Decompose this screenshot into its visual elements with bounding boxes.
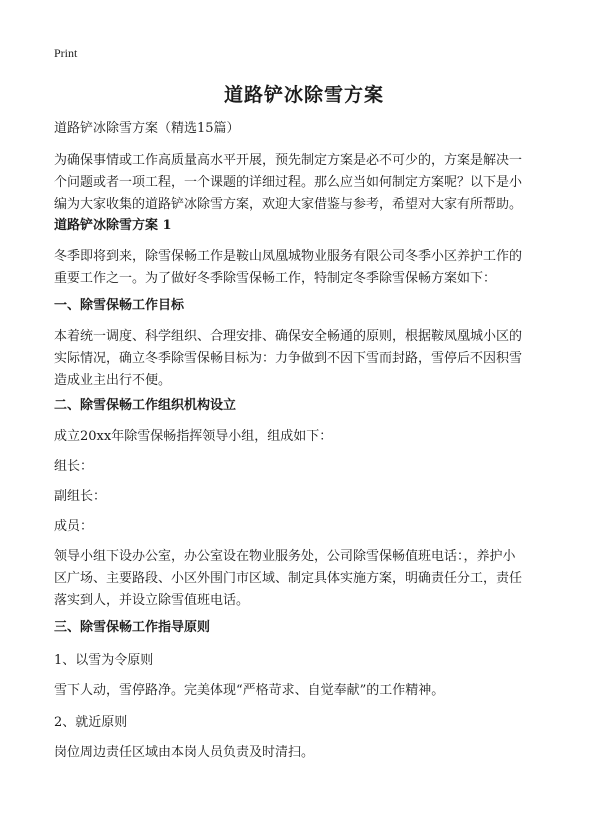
principle-1-text: 雪下人动，雪停路净。完美体现“严格苛求、自觉奉献”的工作精神。 [54,683,445,698]
intro-paragraph [54,150,554,216]
leader-label: 组长： [54,459,94,474]
page-title: 道路铲冰除雪方案 [223,84,384,106]
principle-2-text: 岗位周边责任区域由本岗人员负责及时清扫。 [54,745,315,760]
subtitle: 道路铲冰除雪方案（精选15篇） [54,121,240,136]
office-paragraph [54,546,554,612]
office-line: 区广场、主要路段、小区外围门市区域、制定具体实施方案，明确责任分工，责任 [54,571,523,586]
goal-line: 本着统一调度、科学组织、合理安排、确保安全畅通的原则，根据鞍凤凰城小区的 [54,329,523,344]
intro-line: 编为大家收集的道路铲冰除雪方案，欢迎大家借鉴与参考，希望对大家有所帮助。 [54,197,523,212]
intro-line: 为确保事情或工作高质量高水平开展，预先制定方案是必不可少的，方案是解决一 [54,153,523,168]
goal-heading: 一、除雪保畅工作目标 [54,298,185,313]
goal-line: 实际情况，确立冬季除雪保畅目标为：力争做到不因下雪而封路，雪停后不因积雪 [54,351,523,366]
org-paragraph: 成立20xx年除雪保畅指挥领导小组，组成如下： [54,429,333,444]
section-heading: 道路铲冰除雪方案 1 [54,218,172,233]
print-label[interactable]: Print [54,46,78,60]
intro-line: 个问题或者一项工程，一个课题的详细过程。那么应当如何制定方案呢？以下是小 [54,175,523,190]
goal-line: 造成业主出行不便。 [54,373,172,388]
section1-paragraph [54,246,554,290]
vice-leader-label: 副组长： [54,489,107,504]
goal-paragraph [54,326,554,392]
section1-line: 冬季即将到来，除雪保畅工作是鞍山凤凰城物业服务有限公司冬季小区养护工作的 [54,249,523,264]
office-line: 领导小组下设办公室，办公室设在物业服务处，公司除雪保畅值班电话：，养护小 [54,549,516,564]
office-line: 落实到人，并设立除雪值班电话。 [54,593,250,608]
org-heading: 二、除雪保畅工作组织机构设立 [54,398,237,413]
members-label: 成员： [54,519,94,534]
principle-1-title: 1、以雪为令原则 [54,653,154,668]
principle-2-title: 2、就近原则 [54,715,128,730]
principle-heading: 三、除雪保畅工作指导原则 [54,620,211,635]
section1-line: 重要工作之一。为了做好冬季除雪保畅工作，特制定冬季除雪保畅方案如下： [54,271,497,286]
